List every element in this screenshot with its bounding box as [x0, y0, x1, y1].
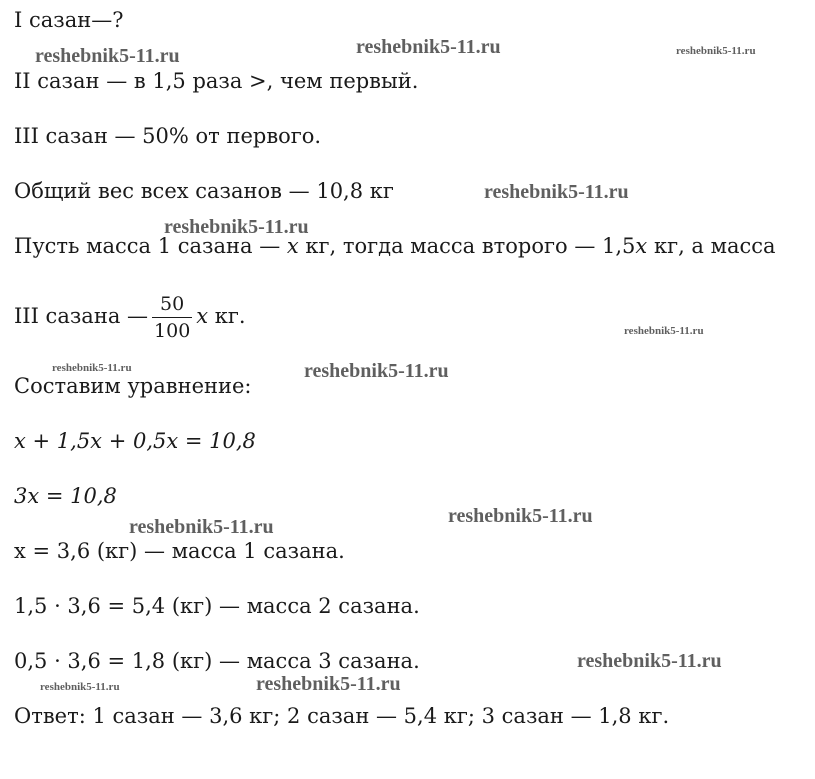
watermark: reshebnik5-11.ru [448, 505, 593, 527]
given-second-carp: II сазан — в 1,5 раза >, чем первый. [14, 69, 419, 93]
fraction [152, 292, 192, 343]
let-text-1: Пусть масса 1 сазана — [14, 234, 287, 258]
equation: x + 1,5x + 0,5x = 10,8 [14, 429, 256, 453]
given-third-carp: III сазан — 50% от первого. [14, 124, 322, 148]
watermark: reshebnik5-11.ru [129, 516, 274, 538]
solution-third: 0,5 · 3,6 = 1,8 (кг) — масса 3 сазана. [14, 649, 420, 673]
let-text-3: кг, а масса [647, 234, 776, 258]
watermark: reshebnik5-11.ru [577, 650, 722, 672]
fraction-bar [152, 317, 192, 318]
watermark: reshebnik5-11.ru [256, 673, 401, 695]
given-first-carp: I сазан—? [14, 8, 124, 32]
given-total-weight: Общий вес всех сазанов — 10,8 кг [14, 179, 394, 203]
solution-first: x = 3,6 (кг) — масса 1 сазана. [14, 539, 345, 563]
variable-x: x [635, 234, 648, 258]
equation-simplified: 3x = 10,8 [14, 484, 117, 508]
watermark: reshebnik5-11.ru [484, 181, 629, 203]
third-carp-mass [14, 286, 246, 346]
watermark: reshebnik5-11.ru [304, 360, 449, 382]
fraction-numerator: 50 [160, 293, 185, 315]
watermark: reshebnik5-11.ru [356, 36, 501, 58]
let-text-2: кг, тогда масса второго — 1,5 [298, 234, 636, 258]
watermark: reshebnik5-11.ru [40, 681, 120, 693]
watermark: reshebnik5-11.ru [164, 216, 309, 238]
third-carp-label: III сазана — [14, 304, 149, 328]
variable-x: x [286, 234, 299, 258]
watermark: reshebnik5-11.ru [35, 45, 180, 67]
watermark: reshebnik5-11.ru [676, 45, 756, 57]
answer: Ответ: 1 сазан — 3,6 кг; 2 сазан — 5,4 кг; 3 сазан — 1,8 кг. [14, 704, 670, 728]
solution-second: 1,5 · 3,6 = 5,4 (кг) — масса 2 сазана. [14, 594, 420, 618]
watermark: reshebnik5-11.ru [52, 362, 132, 374]
unit-kg: кг. [208, 304, 246, 328]
watermark: reshebnik5-11.ru [624, 325, 704, 337]
fraction-denominator: 100 [154, 320, 191, 342]
let-statement [14, 232, 776, 260]
variable-x: x [196, 304, 209, 328]
equation-heading: Составим уравнение: [14, 374, 252, 398]
